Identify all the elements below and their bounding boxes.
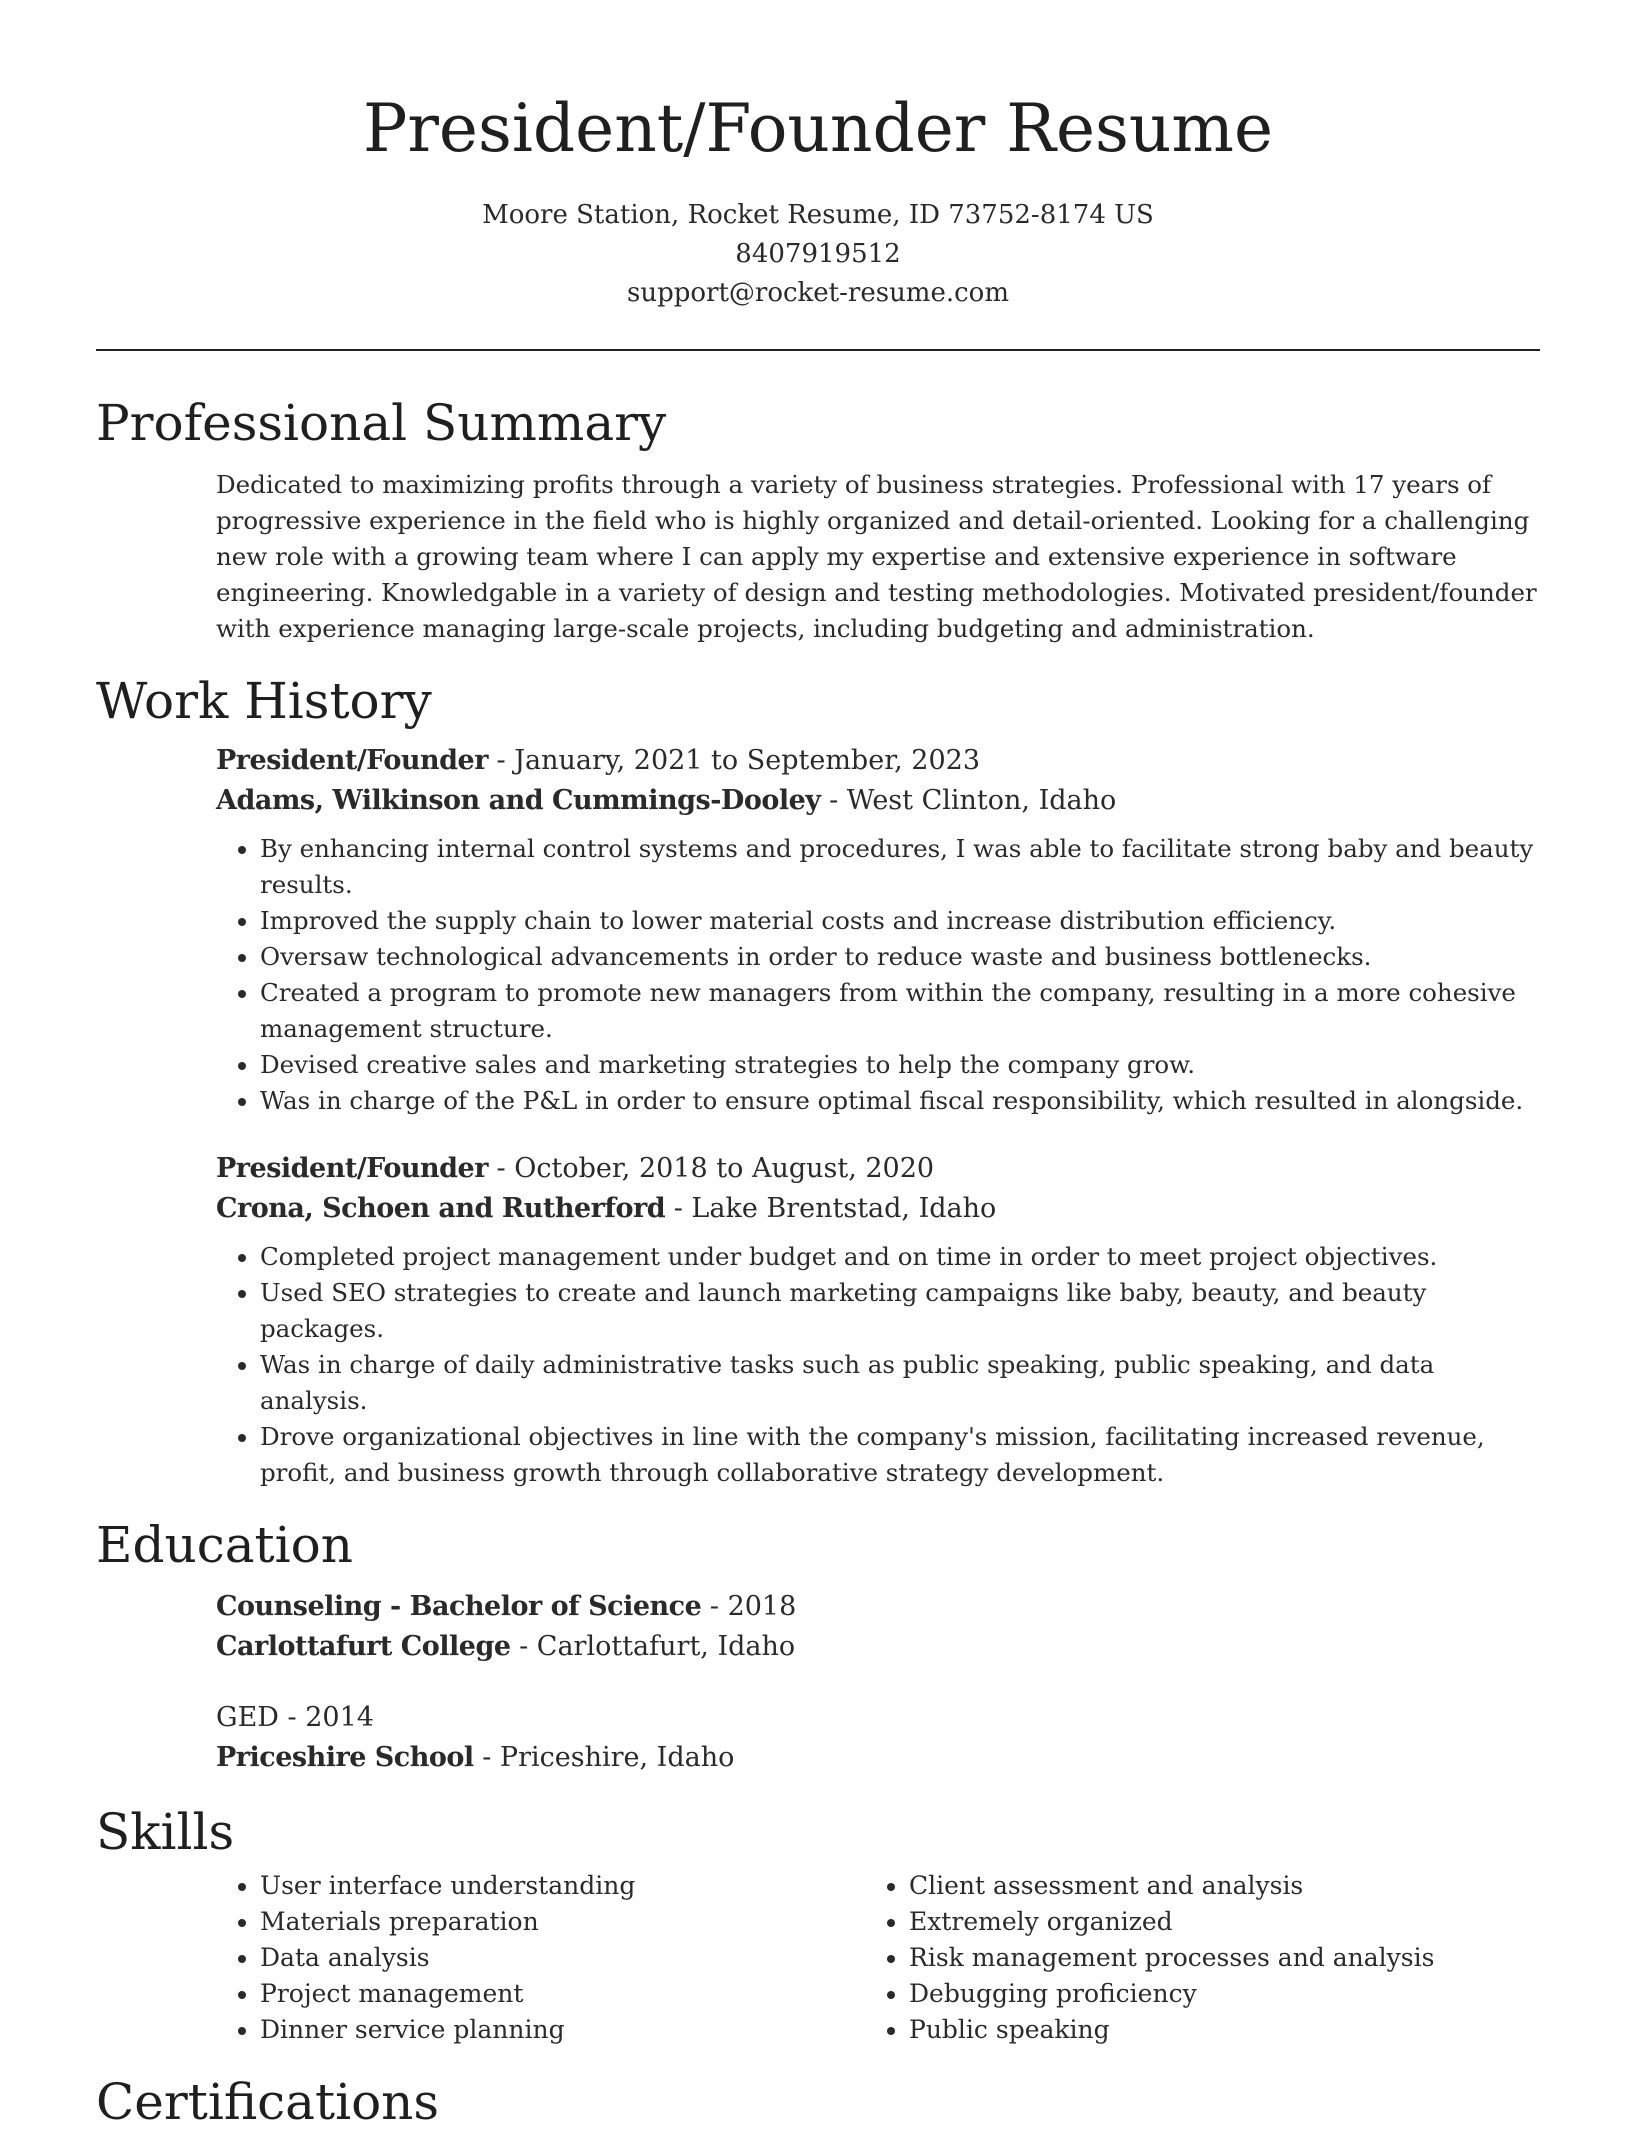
job-bullet: • Completed project management under budget and on time in order to meet project objectives. (260, 1239, 1540, 1275)
education-entry (216, 1587, 1540, 1667)
job-bullet: • Oversaw technological advancements in order to reduce waste and business bottlenecks. (260, 939, 1540, 975)
education-heading: Education (96, 1516, 353, 1574)
job-title: President/Founder (216, 745, 488, 776)
job-location: - West Clinton, Idaho (820, 785, 1117, 816)
work-history-section (96, 669, 1540, 1491)
job-title-line (216, 1149, 1540, 1189)
job-bullet: • Created a program to promote new managers from within the company, resulting in a more cohesive management structure. (260, 975, 1540, 1047)
job-entry (216, 741, 1540, 1119)
job-bullet: • Drove organizational objectives in line with the company's mission, facilitating increased revenue, profit, and business growth through collaborative strategy development. (260, 1419, 1540, 1491)
education-entry (216, 1698, 1540, 1778)
skill-item: • Client assessment and analysis (909, 1868, 1514, 1904)
skills-list-right (865, 1868, 1514, 2048)
certifications-section (96, 2070, 1540, 2134)
job-company-line (216, 781, 1540, 821)
job-bullet: • Was in charge of the P&L in order to ensure optimal fiscal responsibility, which resulted in alongside. (260, 1083, 1540, 1119)
skill-item: • User interface understanding (260, 1868, 865, 1904)
skill-item: • Public speaking (909, 2012, 1514, 2048)
job-company-line (216, 1189, 1540, 1229)
summary-heading: Professional Summary (96, 394, 667, 452)
job-entry (216, 1149, 1540, 1491)
resume-title: President/Founder Resume (362, 90, 1274, 167)
education-degree: Counseling - Bachelor of Science (216, 1591, 702, 1622)
job-dates: - October, 2018 to August, 2020 (487, 1153, 935, 1184)
skills-heading: Skills (96, 1803, 235, 1861)
education-school-line (216, 1738, 1540, 1778)
skill-item: • Risk management processes and analysis (909, 1940, 1514, 1976)
job-company: Crona, Schoen and Rutherford (216, 1193, 666, 1224)
skills-columns (216, 1868, 1540, 2048)
job-location: - Lake Brentstad, Idaho (665, 1193, 997, 1224)
education-year: GED - 2014 (216, 1702, 374, 1733)
contact-phone: 8407919512 (735, 239, 901, 269)
work-history-heading: Work History (96, 672, 432, 730)
skills-list-left (216, 1868, 865, 2048)
job-bullet: • By enhancing internal control systems and procedures, I was able to facilitate strong baby and beauty results. (260, 831, 1540, 903)
job-company: Adams, Wilkinson and Cummings-Dooley (216, 785, 821, 816)
job-title: President/Founder (216, 1153, 488, 1184)
contact-address: Moore Station, Rocket Resume, ID 73752-8174 US (482, 200, 1154, 230)
skill-item: • Data analysis (260, 1940, 865, 1976)
job-bullet: • Used SEO strategies to create and launch marketing campaigns like baby, beauty, and beauty packages. (260, 1275, 1540, 1347)
header-divider (96, 349, 1540, 351)
job-bullets (216, 1239, 1540, 1491)
skill-item: • Dinner service planning (260, 2012, 865, 2048)
job-bullet: • Improved the supply chain to lower material costs and increase distribution efficiency. (260, 903, 1540, 939)
job-bullet: • Devised creative sales and marketing strategies to help the company grow. (260, 1047, 1540, 1083)
summary-section (96, 391, 1540, 647)
job-bullet: • Was in charge of daily administrative tasks such as public speaking, public speaking, and data analysis. (260, 1347, 1540, 1419)
education-location: - Priceshire, Idaho (473, 1742, 735, 1773)
job-bullets (216, 831, 1540, 1119)
education-location: - Carlottafurt, Idaho (510, 1631, 796, 1662)
resume-header (96, 0, 1540, 313)
education-school: Priceshire School (216, 1742, 474, 1773)
certifications-heading: Certifications (96, 2073, 440, 2131)
summary-text: Dedicated to maximizing profits through a variety of business strategies. Professional with 17 years of progressive experience in the field who is highly organized and detail-oriented. Looking for a challenging new role with a growing team where I can apply my expertise and extensive experience in software engineering. Knowledgable in a variety of design and testing methodologies. Motivated president/founder with experience managing large-scale projects, including budgeting and administration. (216, 470, 1537, 643)
education-school-line (216, 1627, 1540, 1667)
job-dates: - January, 2021 to September, 2023 (487, 745, 981, 776)
education-degree-line (216, 1698, 1540, 1738)
education-degree-line (216, 1587, 1540, 1627)
contact-block (96, 196, 1540, 313)
education-section (96, 1513, 1540, 1778)
skill-item: • Extremely organized (909, 1904, 1514, 1940)
skill-item: • Materials preparation (260, 1904, 865, 1940)
resume-page (96, 0, 1540, 2134)
skills-section (96, 1800, 1540, 2048)
education-school: Carlottafurt College (216, 1631, 511, 1662)
skill-item: • Project management (260, 1976, 865, 2012)
skill-item: • Debugging proficiency (909, 1976, 1514, 2012)
contact-email: support@rocket-resume.com (626, 278, 1009, 308)
job-title-line (216, 741, 1540, 781)
education-year: - 2018 (701, 1591, 797, 1622)
